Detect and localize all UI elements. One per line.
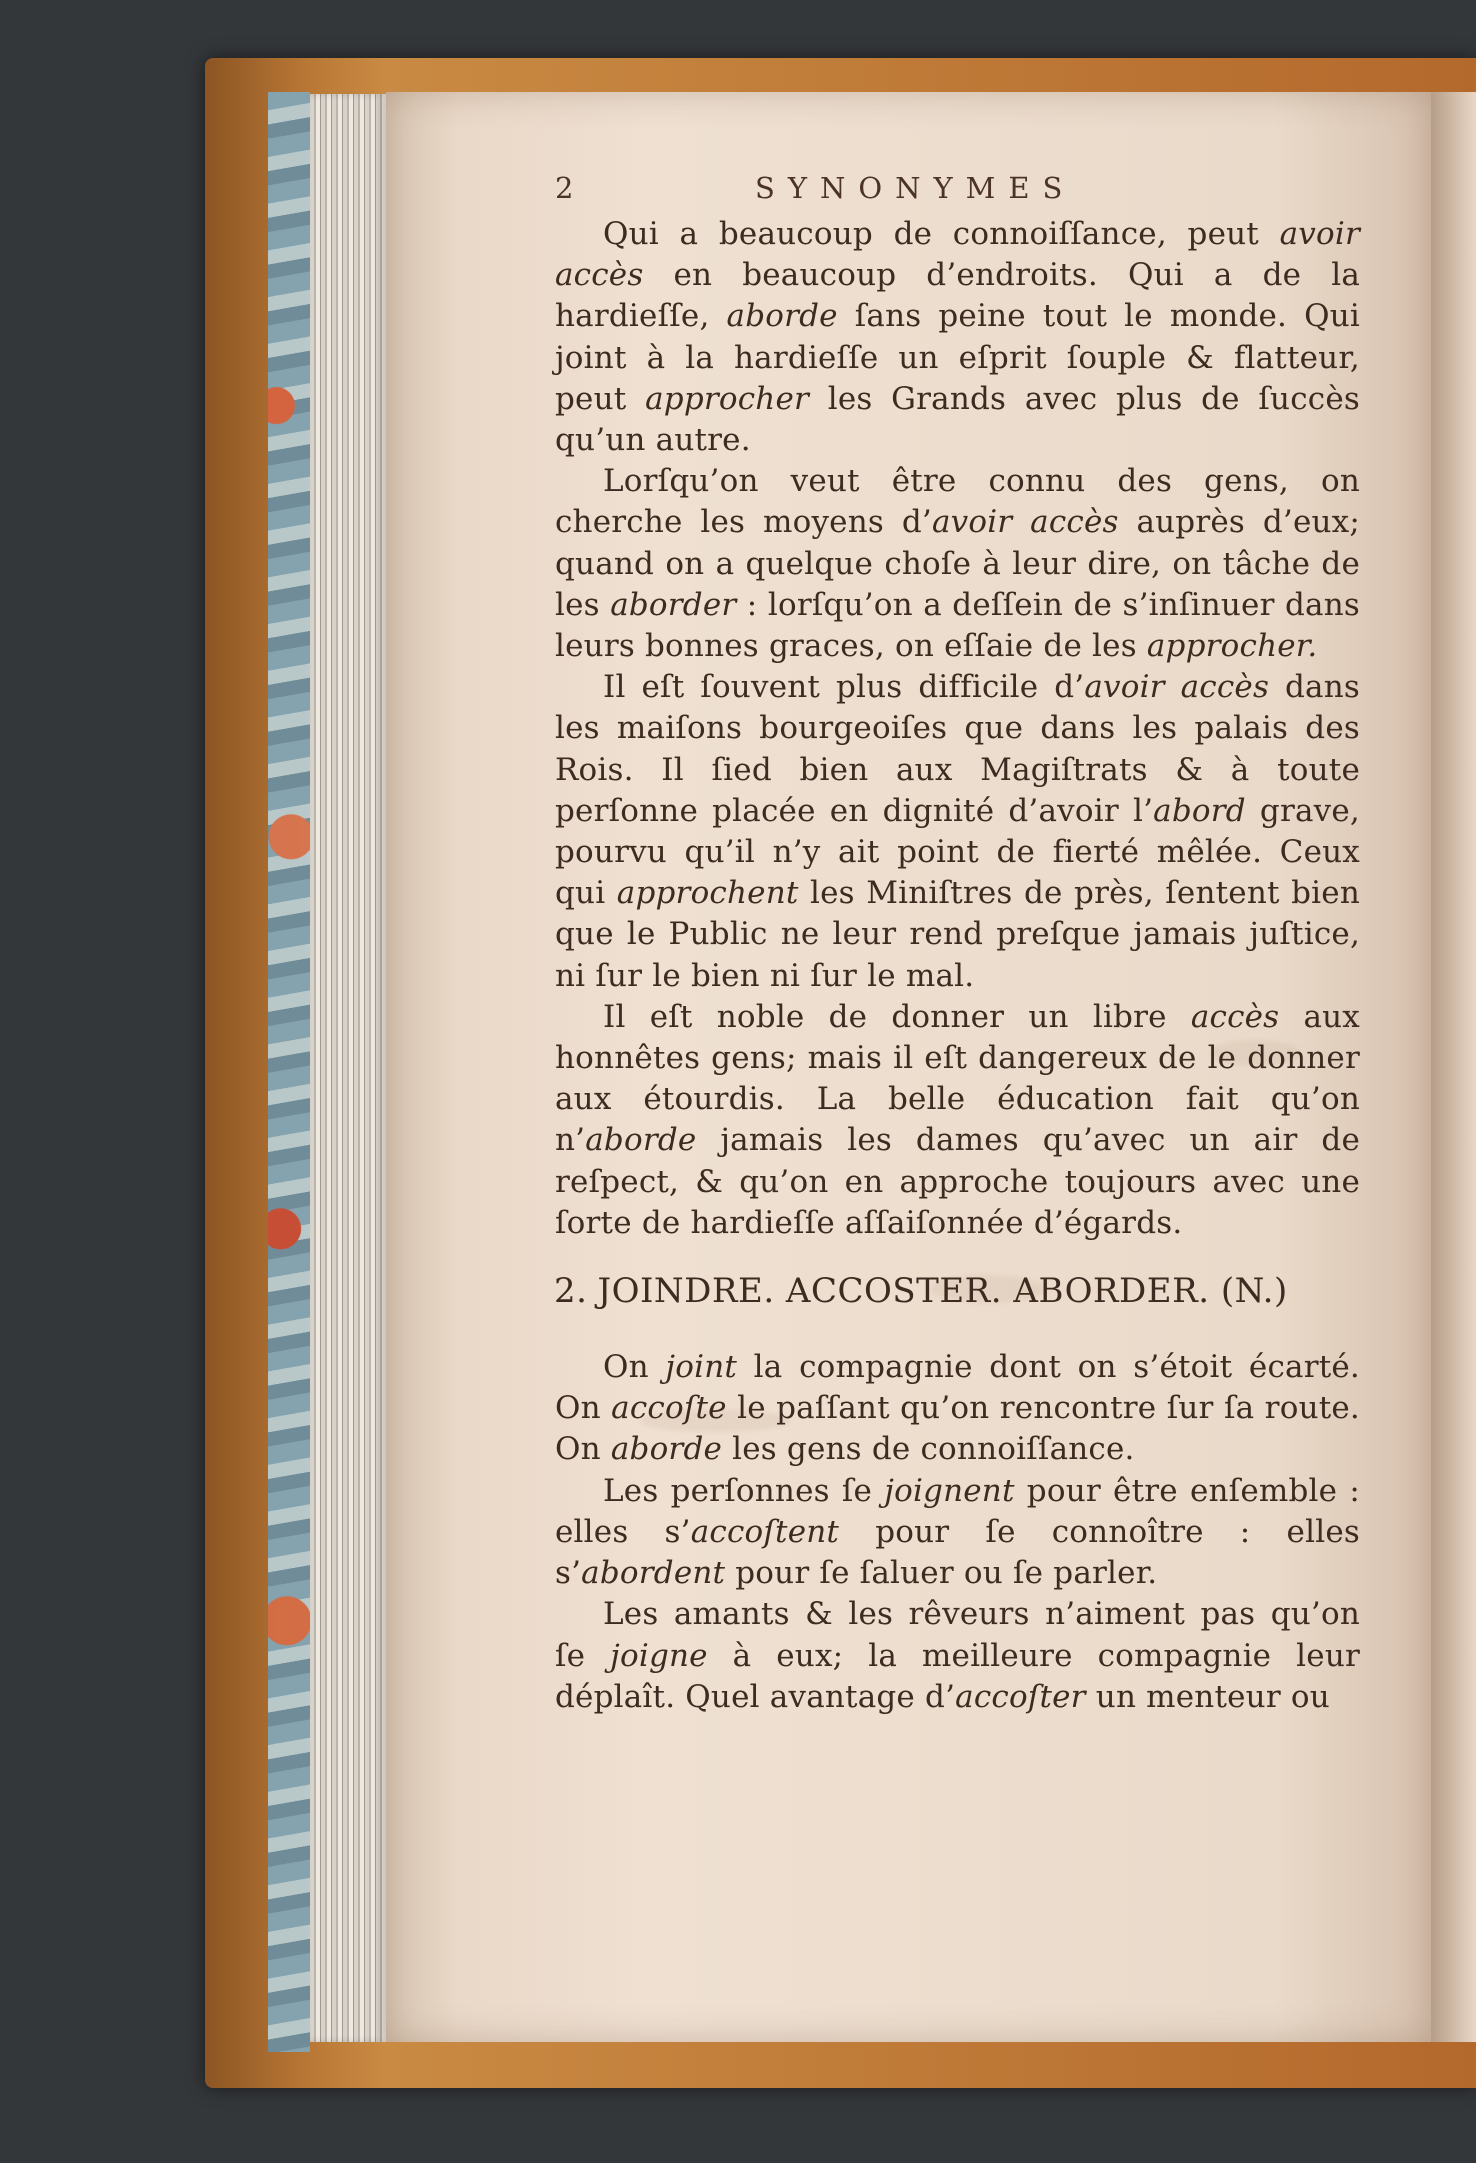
italic-term: abord [1153, 792, 1246, 829]
italic-term: joint [665, 1349, 738, 1386]
text-run: auprès d’eux; quand on a quelque choſe à leur dire, on tâche de les [555, 504, 1360, 623]
text-run: ſans peine tout le monde. Qui joint à la hardieſſe un eſprit ſouple & flatteur, peut [555, 298, 1360, 417]
text-run: à eux; la meilleure compagnie leur déplaît. Quel avantage d’ [555, 1637, 1361, 1715]
paragraph [555, 461, 1360, 667]
paragraph [555, 214, 1360, 461]
section-title: JOINDRE. ACCOSTER. ABORDER. (N.) [597, 1271, 1288, 1312]
text-run: les gens de connoiſſance. [722, 1431, 1135, 1468]
text-run: Qui a beaucoup de connoiſſance, peut [603, 216, 1280, 252]
text-run: les Grands avec plus de ſuccès qu’un autre. [555, 380, 1361, 459]
page-text [555, 177, 1360, 1718]
text-run: Lorſqu’on veut être connu des gens, on cherche les moyens d’ [555, 463, 1360, 541]
text-run: pour ſe connoître : elles s’ [555, 1513, 1360, 1592]
text-run: jamais les dames qu’avec un air de reſpect, & qu’on en approche toujours avec une ſorte de hardieſſe aſſaiſonnée d’égards. [555, 1122, 1360, 1241]
text-run: Il eſt ſouvent plus difficile d’ [603, 669, 1085, 706]
page-edges [310, 94, 386, 2042]
text-run: le paſſant qu’on rencontre ſur ſa route. On [555, 1390, 1360, 1468]
italic-term: avoir accès [1084, 669, 1270, 706]
italic-term: avoir accès [931, 504, 1119, 541]
page-number: 2 [555, 171, 574, 205]
paragraph [555, 1471, 1360, 1595]
text-run: On [603, 1349, 666, 1386]
section-number: 2. [554, 1271, 588, 1312]
text-run: Les perſonnes ſe [603, 1472, 885, 1509]
italic-term: accès [1190, 998, 1280, 1035]
section-heading [554, 1270, 1360, 1312]
text-run: un menteur ou [1085, 1678, 1330, 1715]
italic-term: avoir accès [555, 216, 1360, 294]
text-run: grave, pourvu qu’il n’y ait point de fierté mêlée. Ceux qui [555, 792, 1360, 912]
text-run: pour être enſemble : elles s’ [555, 1472, 1361, 1550]
text-run: les Miniſtres de près, ſentent bien que le Public ne leur rend preſque jamais juſtice, ni ſur le bien ni ſur le mal. [555, 875, 1360, 994]
text-run: aux honnêtes gens; mais il eſt dangereux de le donner aux étourdis. La belle éducation fait qu’on n’ [555, 998, 1360, 1159]
italic-term: aborder [610, 586, 737, 623]
text-run: : lorſqu’on a deſſein de s’inſinuer dans leurs bonnes graces, on eſſaie de les [555, 586, 1360, 665]
paragraph [555, 1347, 1360, 1471]
italic-term: accoſtent [690, 1513, 840, 1550]
text-run: la compagnie dont on s’étoit écarté. On [555, 1349, 1360, 1427]
marbled-endpaper [268, 92, 310, 2052]
text-run: dans les maiſons bourgeoiſes que dans les palais des Rois. Il ſied bien aux Magiſtrats & à toute perſonne placée en dignité d’avoir l’ [555, 669, 1361, 829]
paragraph [555, 667, 1360, 997]
italic-term: aborde [610, 1431, 723, 1468]
italic-term: accoſte [611, 1390, 727, 1427]
italic-term: abordent [581, 1555, 726, 1592]
italic-term: accoſter [955, 1678, 1086, 1715]
text-run: Les amants & les rêveurs n’aiment pas qu’on ſe [555, 1596, 1360, 1674]
text-run: Il eſt noble de donner un libre [603, 998, 1191, 1035]
running-title: SYNONYMES [755, 171, 1076, 205]
text-run: pour ſe ſaluer ou ſe parler. [725, 1555, 1158, 1592]
opposite-page-edge [1431, 92, 1476, 2042]
italic-term: joignent [884, 1472, 1015, 1509]
italic-term: aborde [726, 298, 838, 335]
italic-term: approchent [616, 875, 799, 912]
paragraph [555, 997, 1360, 1244]
italic-term: joigne [610, 1637, 708, 1674]
italic-term: approcher. [1146, 628, 1318, 665]
text-run: en beaucoup d’endroits. Qui a de la hardieſſe, [555, 257, 1360, 335]
italic-term: approcher [645, 380, 810, 417]
italic-term: aborde [585, 1122, 697, 1159]
paragraph [555, 1594, 1360, 1718]
